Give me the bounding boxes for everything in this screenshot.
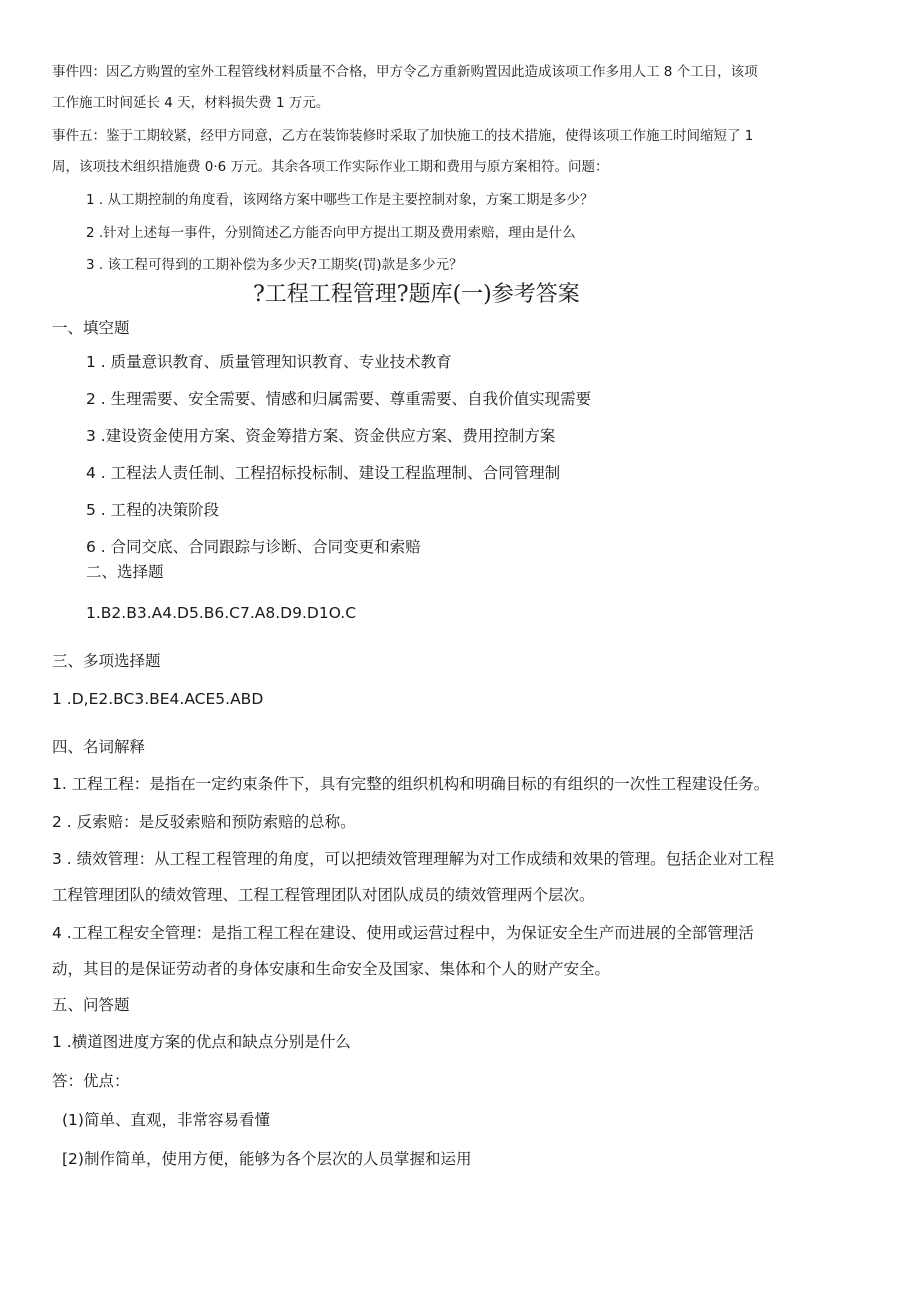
event-4-line-1: 事件四：因乙方购置的室外工程管线材料质量不合格，甲方令乙方重新购置因此造成该项工作多用人工 8 个工日，该项 xyxy=(52,64,758,80)
section-2-heading: 二、选择题 xyxy=(86,563,164,581)
event-5-line-1: 事件五：鉴于工期较紧，经甲方同意，乙方在装饰装修时采取了加快施工的技术措施，使得该项工作施工时间缩短了 1 xyxy=(52,128,754,144)
advantage-1: (1)简单、直观，非常容易看懂 xyxy=(62,1111,270,1129)
event-5-line-2: 周，该项技术组织措施费 0·6 万元。其余各项工作实际作业工期和费用与原方案相符。问题： xyxy=(52,159,609,175)
section-4-heading: 四、名词解释 xyxy=(52,738,146,756)
term-2: 2 . 反索赔：是反驳索赔和预防索赔的总称。 xyxy=(52,813,356,831)
fill-blank-answer-6: 6 . 合同交底、合同跟踪与诊断、合同变更和索赔 xyxy=(86,538,421,556)
event-4-line-2: 工作施工时间延长 4 天，材料损失费 1 万元。 xyxy=(52,95,330,111)
fill-blank-answer-4: 4 . 工程法人责任制、工程招标投标制、建设工程监理制、合同管理制 xyxy=(86,464,561,482)
term-1: 1. 工程工程：是指在一定约束条件下，具有完整的组织机构和明确目标的有组织的一次性工程建设任务。 xyxy=(52,775,770,793)
fill-blank-answer-1: 1 . 质量意识教育、质量管理知识教育、专业技术教育 xyxy=(86,353,452,371)
advantage-2: [2)制作简单，使用方便，能够为各个层次的人员掌握和运用 xyxy=(62,1150,472,1168)
essay-question-1: 1 .横道图进度方案的优点和缺点分别是什么 xyxy=(52,1033,351,1051)
multi-choice-answers: 1 .D,E2.BC3.BE4.ACE5.ABD xyxy=(52,690,264,708)
term-4-line-1: 4 .工程工程安全管理：是指工程工程在建设、使用或运营过程中，为保证安全生产而进展的全部管理活 xyxy=(52,924,754,942)
section-1-heading: 一、填空题 xyxy=(52,319,130,337)
case-question-2: 2 .针对上述每一事件，分别简述乙方能否向甲方提出工期及费用索赔，理由是什么 xyxy=(86,225,576,241)
answer-title: ?工程工程管理?题库(一)参考答案 xyxy=(253,282,580,307)
case-question-3: 3 . 该工程可得到的工期补偿为多少天?工期奖(罚)款是多少元？ xyxy=(86,257,463,273)
term-4-line-2: 动，其目的是保证劳动者的身体安康和生命安全及国家、集体和个人的财产安全。 xyxy=(52,960,611,978)
term-3-line-1: 3 . 绩效管理：从工程工程管理的角度，可以把绩效管理理解为对工作成绩和效果的管理。包括企业对工程 xyxy=(52,850,775,868)
fill-blank-answer-3: 3 .建设资金使用方案、资金筹措方案、资金供应方案、费用控制方案 xyxy=(86,427,556,445)
section-3-heading: 三、多项选择题 xyxy=(52,652,161,670)
choice-answers: 1.B2.B3.A4.D5.B6.C7.A8.D9.D1O.C xyxy=(86,604,357,622)
fill-blank-answer-5: 5 . 工程的决策阶段 xyxy=(86,501,220,519)
fill-blank-answer-2: 2 . 生理需要、安全需要、情感和归属需要、尊重需要、自我价值实现需要 xyxy=(86,390,592,408)
answer-label: 答：优点： xyxy=(52,1072,130,1090)
case-question-1: 1 . 从工期控制的角度看，该网络方案中哪些工作是主要控制对象，方案工期是多少？ xyxy=(86,192,594,208)
term-3-line-2: 工程管理团队的绩效管理、工程工程管理团队对团队成员的绩效管理两个层次。 xyxy=(52,886,595,904)
section-5-heading: 五、问答题 xyxy=(52,996,130,1014)
